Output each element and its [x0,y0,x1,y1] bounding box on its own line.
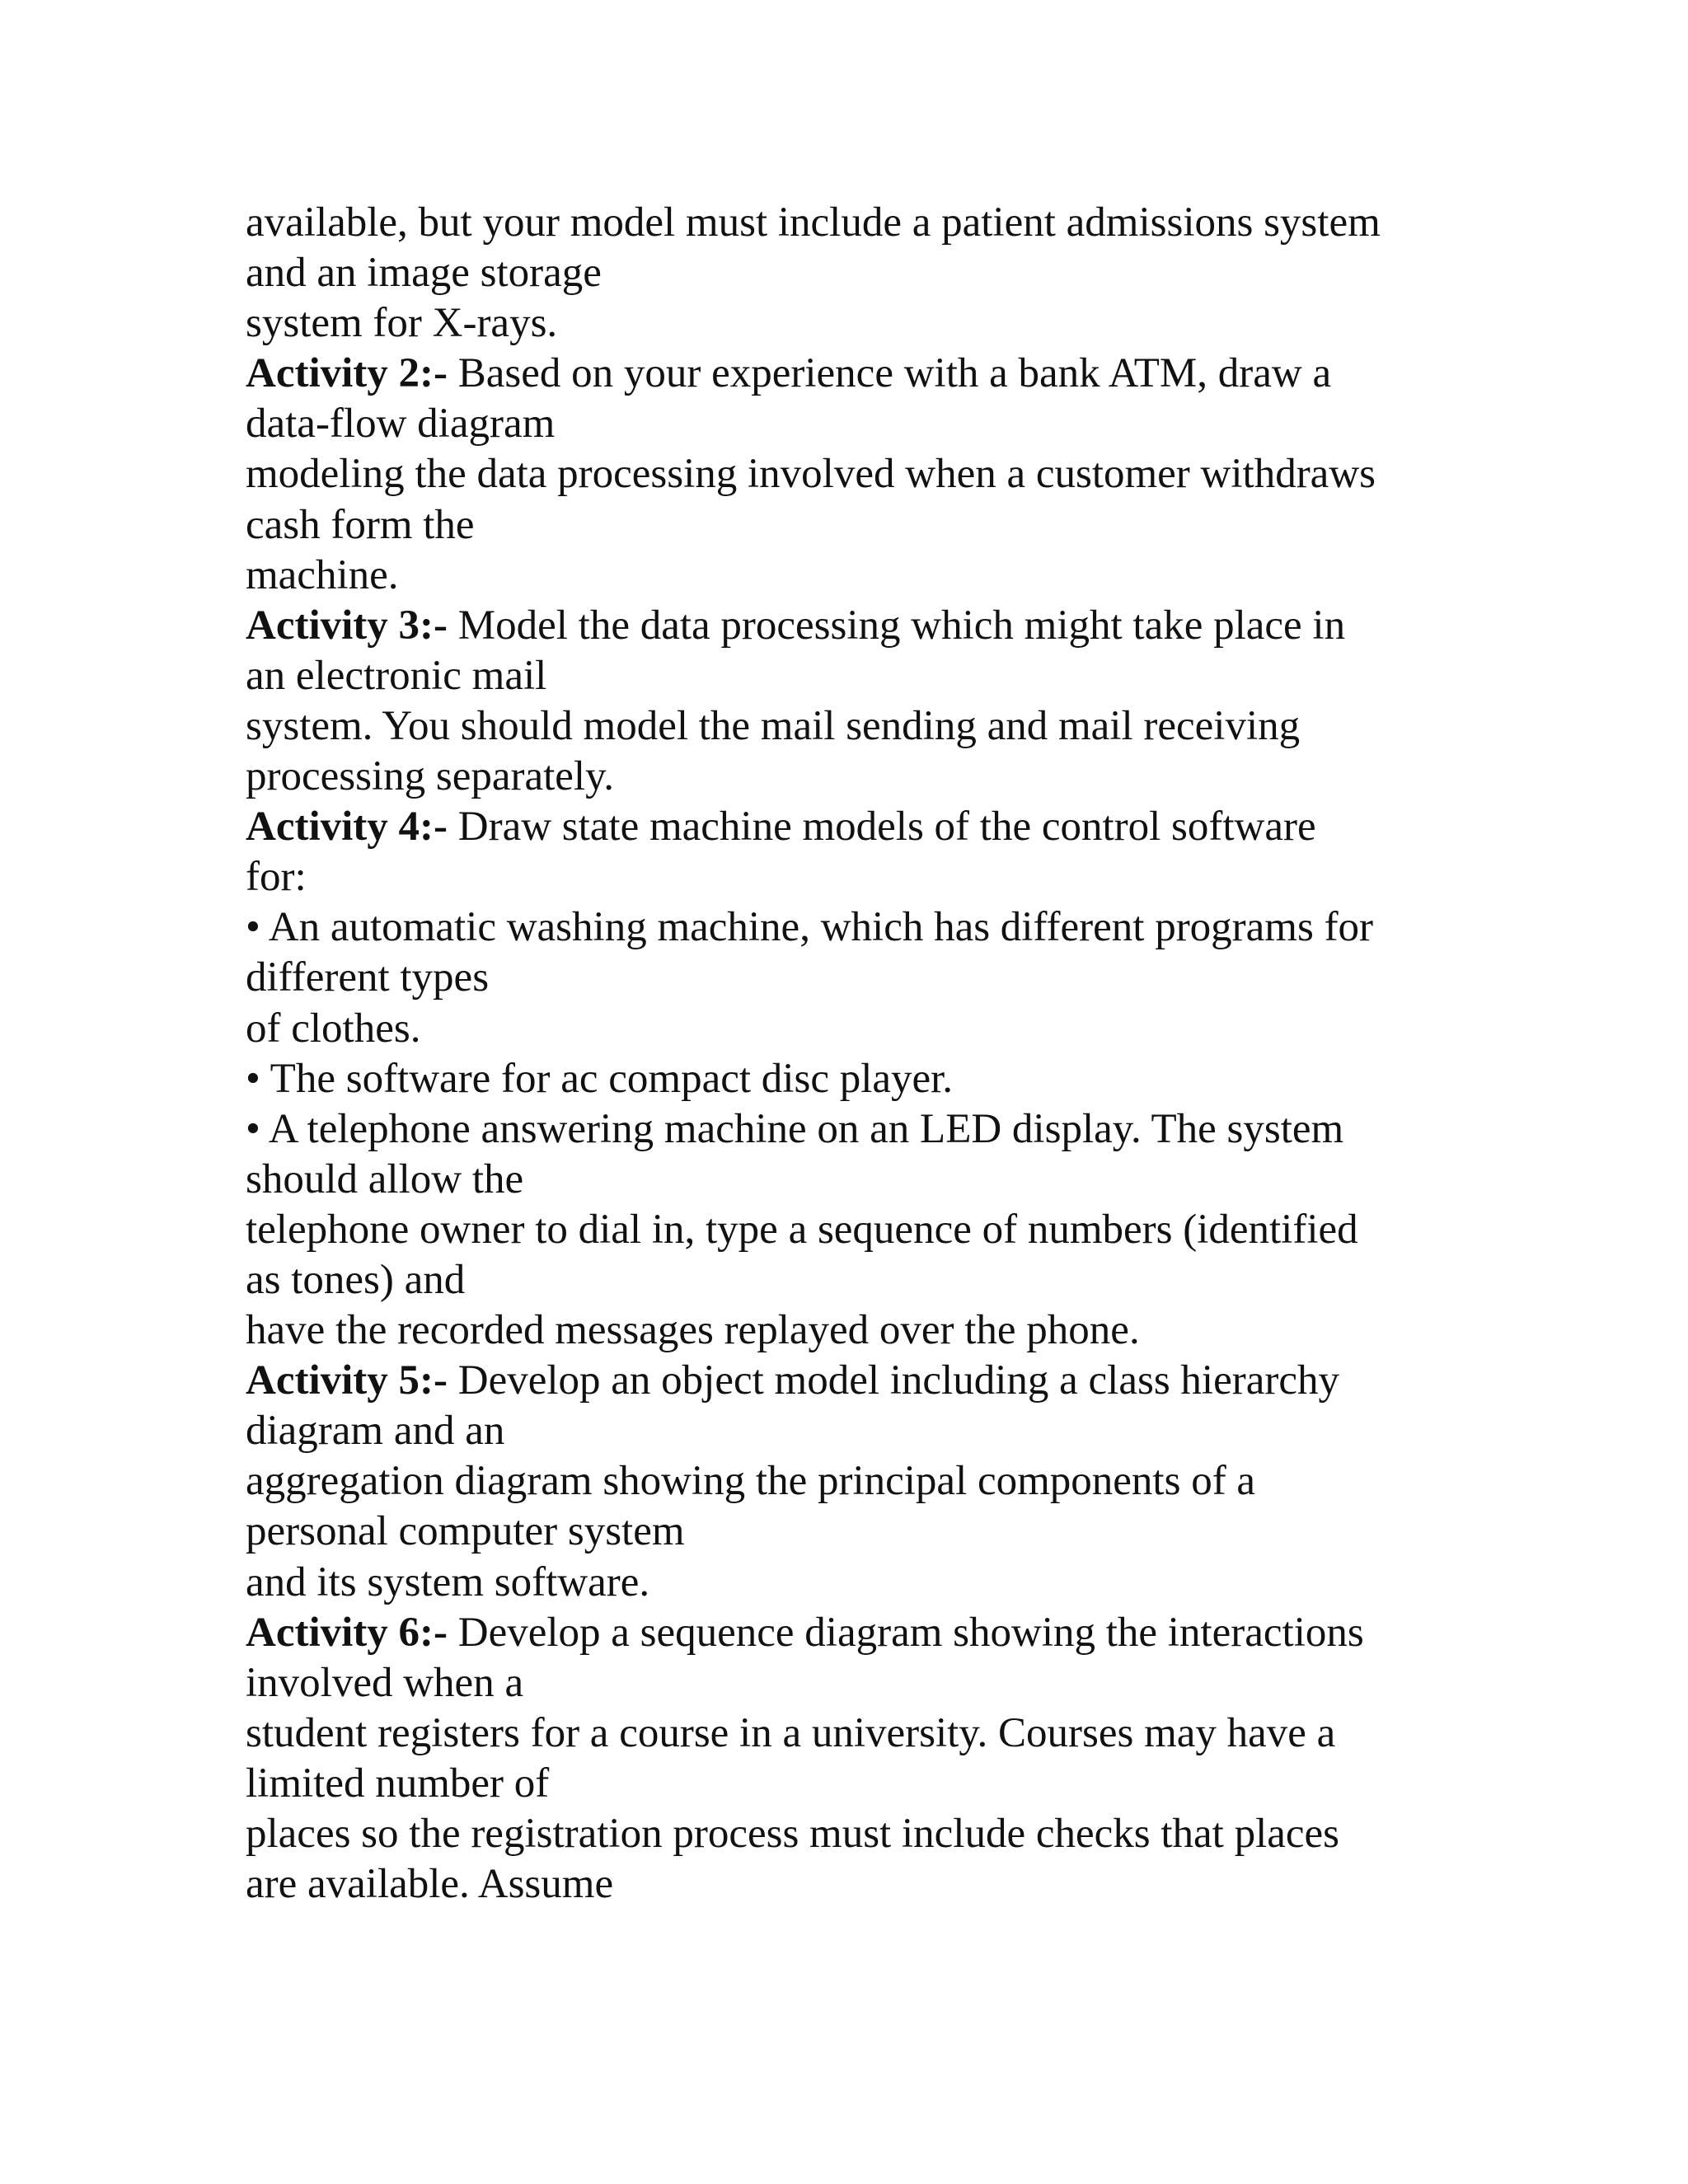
text-line [246,902,1498,953]
activity-heading: Activity 4:- [246,804,448,851]
line-text: Draw state machine models of the control software [448,804,1316,851]
text-line [246,1004,1498,1054]
activity-heading: Activity 5:- [246,1357,448,1404]
line-text: modeling the data processing involved when a customer withdraws [246,451,1376,498]
text-line [246,1759,1498,1809]
text-line [246,752,1498,802]
text-line [246,399,1498,449]
text-line [246,500,1498,551]
text-line [246,1155,1498,1205]
line-text: telephone owner to dial in, type a sequence of numbers (identified [246,1206,1358,1253]
text-line [246,1054,1498,1104]
text-line [246,1456,1498,1507]
activity-heading: Activity 3:- [246,602,448,649]
line-text: Based on your experience with a bank ATM, draw a [448,350,1332,397]
text-line [246,1708,1498,1759]
line-text: system. You should model the mail sending and mail receiving [246,702,1301,749]
line-text: and its system software. [246,1558,650,1605]
line-text: an electronic mail [246,652,547,699]
line-text: aggregation diagram showing the principal components of a [246,1458,1256,1505]
line-text: have the recorded messages replayed over the phone. [246,1307,1140,1354]
line-text: machine. [246,551,399,598]
line-text: processing separately. [246,753,615,800]
text-line [246,1104,1498,1155]
text-line [246,601,1498,651]
line-text: diagram and an [246,1408,505,1455]
line-text: Develop an object model including a class hierarchy [448,1357,1339,1404]
line-text: student registers for a course in a university. Courses may have a [246,1709,1336,1756]
text-line [246,1305,1498,1356]
text-line [246,1558,1498,1608]
line-text: • An automatic washing machine, which has different programs for [246,904,1374,951]
text-line [246,449,1498,499]
activity-heading: Activity 2:- [246,350,448,397]
text-line [246,1507,1498,1557]
text-line [246,198,1498,248]
line-text: of clothes. [246,1005,421,1052]
line-text: for: [246,854,307,901]
line-text: • A telephone answering machine on an LED display. The system [246,1105,1344,1152]
text-line [246,298,1498,349]
line-text: are available. Assume [246,1861,614,1908]
text-line [246,1205,1498,1255]
document-page [246,198,1498,1910]
line-text: Develop a sequence diagram showing the interactions [448,1609,1364,1656]
line-text: system for X-rays. [246,300,558,347]
text-line [246,852,1498,902]
text-line [246,701,1498,752]
line-text: Model the data processing which might take place in [448,602,1346,649]
text-line [246,1356,1498,1406]
line-text: personal computer system [246,1508,685,1555]
text-line [246,651,1498,701]
text-line [246,349,1498,399]
activity-heading: Activity 6:- [246,1609,448,1656]
line-text: and an image storage [246,250,602,297]
line-text: available, but your model must include a patient admissions system [246,199,1381,246]
line-text: places so the registration process must include checks that places [246,1811,1339,1857]
text-line [246,1406,1498,1456]
line-text: • The software for ac compact disc player. [246,1055,954,1102]
text-line [246,248,1498,298]
line-text: limited number of [246,1760,550,1807]
line-text: data-flow diagram [246,401,556,448]
line-text: cash form the [246,501,475,548]
text-line [246,1658,1498,1708]
line-text: involved when a [246,1659,524,1706]
text-line [246,1608,1498,1658]
text-line [246,551,1498,601]
text-line [246,953,1498,1003]
line-text: different types [246,954,490,1001]
text-line [246,1859,1498,1910]
line-text: should allow the [246,1155,524,1202]
line-text: as tones) and [246,1256,466,1303]
text-line [246,1809,1498,1859]
text-line [246,1255,1498,1305]
text-line [246,802,1498,852]
